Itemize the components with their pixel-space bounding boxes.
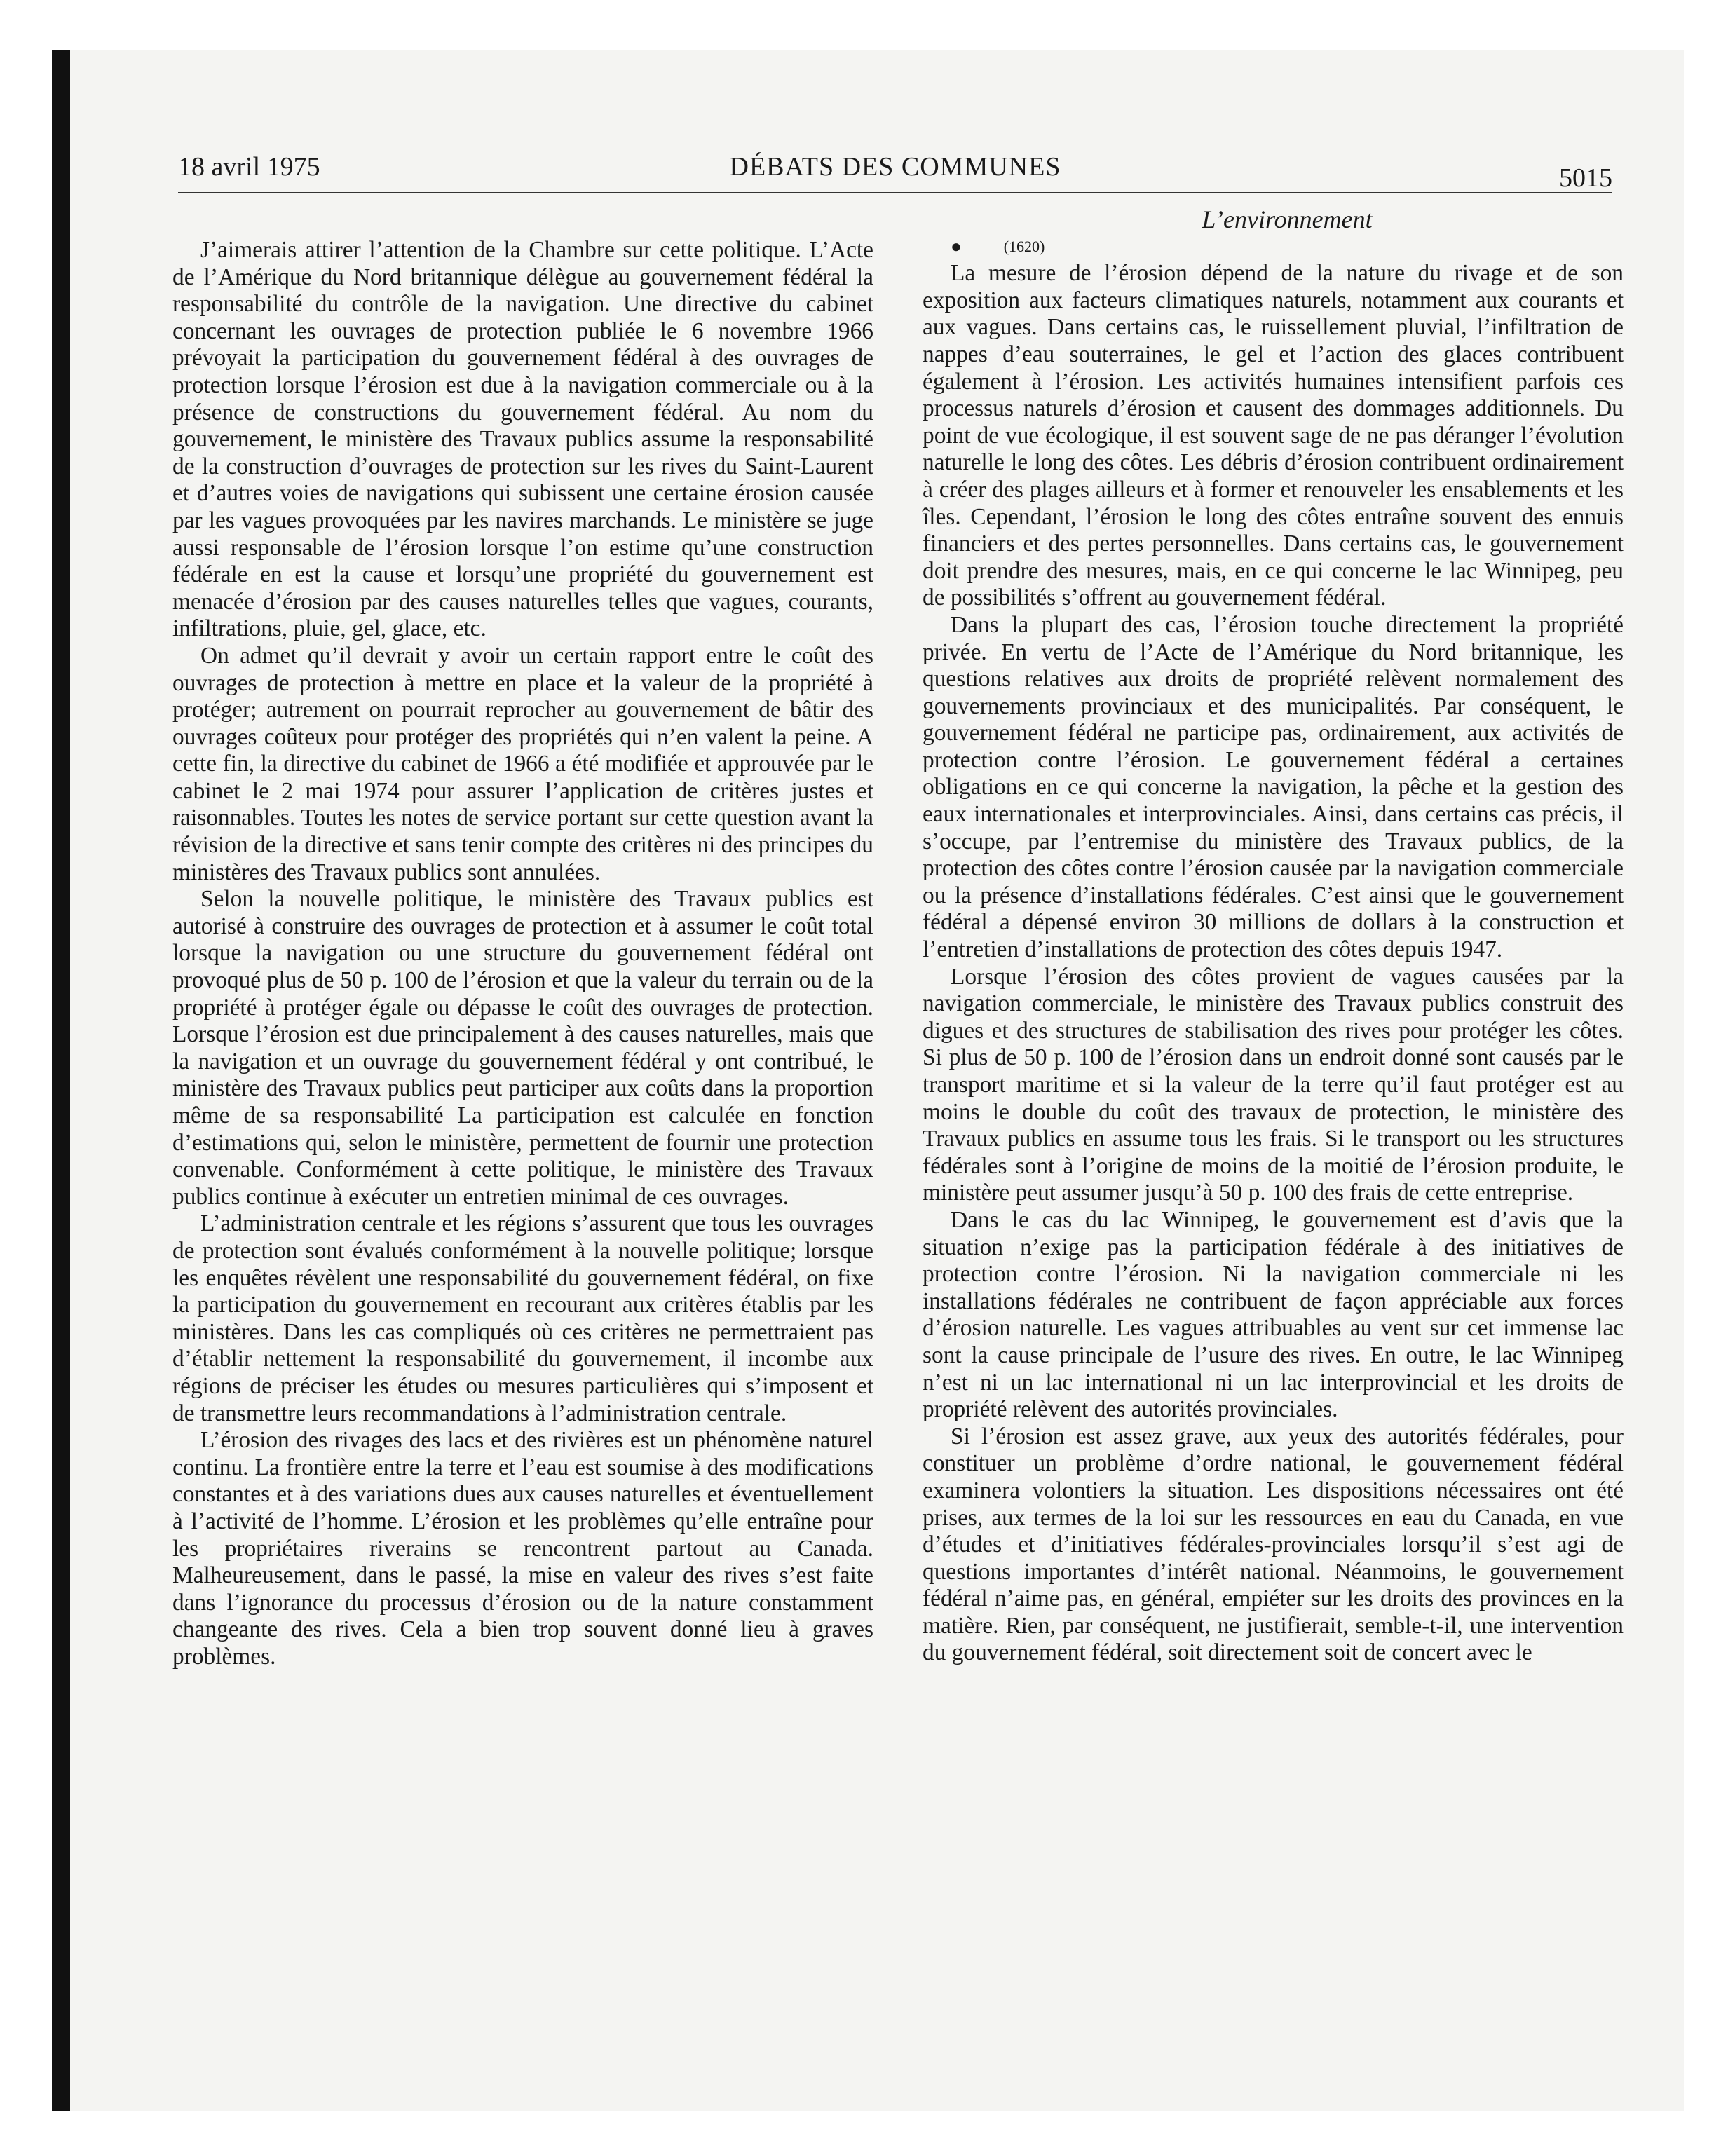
paragraph: Dans la plupart des cas, l’érosion touche directement la propriété privée. En vertu de l’Acte de l’Amérique du Nord britannique, les questions relatives aux droits de propriété relèvent normalement des gouvernements provinciaux et des municipalités. Par conséquent, le gouvernement fédéral ne participe pas, ordinairement, aux activités de protection contre l’érosion. Le gouvernement fédéral a certaines obligations en ce qui concerne la navigation, la pêche et la gestion des eaux internationales et interprovinciales. Ainsi, dans certains cas précis, il s’occupe, par l’entremise du ministère des Travaux publics, de la protection des côtes contre l’érosion causée par la navigation commerciale ou la présence d’installations fédérales. C’est ainsi que le gouvernement fédéral a dépensé environ 30 millions de dollars à la construction et l’entretien d’installations de protection des côtes depuis 1947. (923, 611, 1624, 963)
timestamp: (1620) (1003, 237, 1045, 255)
paragraph: Selon la nouvelle politique, le ministère des Travaux publics est autorisé à construire des ouvrages de protection et à assumer le coût total lorsque la navigation ou une structure du gouvernement fédéral ont provoqué plus de 50 p. 100 de l’érosion et que la valeur du terrain ou de la propriété à protéger égale ou dépasse le coût des ouvrages de protection. Lorsque l’érosion est due principalement à des causes naturelles, mais que la navigation et un ouvrage du gouvernement fédéral y ont contribué, le ministère des Travaux publics peut participer aux coûts dans la proportion même de sa responsabilité La participation est calculée en fonction d’estimations qui, selon le ministère, permettent de fournir une protection convenable. Conformément à cette politique, le ministère des Travaux publics continue à exécuter un entretien minimal de ces ouvrages. (172, 886, 873, 1210)
paragraph: Dans le cas du lac Winnipeg, le gouvernement est d’avis que la situation n’exige pas la participation fédérale à des initiatives de protection contre l’érosion. Ni la navigation commerciale ni les installations fédérales ne contribuent de façon appréciable aux forces d’érosion naturelle. Les vagues attribuables au vent sur cet immense lac sont la cause principale de l’usure des rives. En outre, le lac Winnipeg n’est ni un lac international ni un lac interprovincial et les droits de propriété relèvent des autorités provinciales. (923, 1206, 1624, 1423)
paragraph: L’érosion des rivages des lacs et des rivières est un phénomène naturel continu. La frontière entre la terre et l’eau est soumise à des modifications constantes et à des variations dues aux causes naturelles et éventuellement à l’activité de l’homme. L’érosion et les problèmes qu’elle entraîne pour les propriétaires riverains se rencontrent partout au Canada. Malheureusement, dans le passé, la mise en valeur des rives s’est faite dans l’ignorance du processus d’érosion ou de la nature constamment changeante des rives. Cela a bien trop souvent donné lieu à graves problèmes. (172, 1427, 873, 1670)
section-title: L’environnement (1202, 205, 1373, 233)
paragraph: Lorsque l’érosion des côtes provient de vagues causées par la navigation commerciale, le ministère des Travaux publics construit des digues et des structures de stabilisation des rives pour protéger les côtes. Si plus de 50 p. 100 de l’érosion dans un endroit donné sont causés par le transport maritime et si la valeur de la terre qu’il faut protéger est au moins le double du coût des travaux de protection, le ministère des Travaux publics en assume tous les frais. Si le transport ou les structures fédérales sont à l’origine de moins de la moitié de l’érosion produite, le ministère peut assumer jusqu’à 50 p. 100 des frais de cette entreprise. (923, 963, 1624, 1206)
timestamp-marker (923, 233, 1624, 261)
left-column (172, 237, 873, 1670)
header-journal-title: DÉBATS DES COMMUNES (729, 152, 1061, 182)
page-header (178, 146, 1612, 193)
header-page-number: 5015 (1559, 163, 1612, 193)
paragraph: L’administration centrale et les régions s’assurent que tous les ouvrages de protection sont évalués conformément à la nouvelle politique; lorsque les enquêtes révèlent une responsabilité du gouvernement fédéral, on fixe la participation du gouvernement en recourant aux critères établis par les ministères. Dans les cas compliqués où ces critères ne permettraient pas d’établir nettement la responsabilité du gouvernement, il incombe aux régions de préciser les études ou mesures particulières qui s’imposent et de transmettre leurs recommandations à l’administration centrale. (172, 1210, 873, 1426)
paragraph: On admet qu’il devrait y avoir un certain rapport entre le coût des ouvrages de protection à mettre en place et la valeur de la propriété à protéger; autrement on pourrait reprocher au gouvernement de bâtir des ouvrages coûteux pour protéger des propriétés qui n’en valent la peine. A cette fin, la directive du cabinet de 1966 a été modifiée et approuvée par le cabinet le 2 mai 1974 pour assurer l’application de critères justes et raisonnables. Toutes les notes de service portant sur cette question avant la révision de la directive et sans tenir compte des critères ni des principes du ministères des Travaux publics sont annulées. (172, 642, 873, 885)
paragraph: Si l’érosion est assez grave, aux yeux des autorités fédérales, pour constituer un problème d’ordre national, le gouvernement fédéral examinera volontiers la situation. Les dispositions nécessaires ont été prises, aux termes de la loi sur les ressources en eau du Canada, en vue d’études et d’initiatives fédérales-provinciales lorsqu’il s’est agi de questions importantes d’intérêt national. Néanmoins, le gouvernement fédéral n’aime pas, en général, empiéter sur les droits des provinces en la matière. Rien, par conséquent, ne justifierait, semble-t-il, une intervention du gouvernement fédéral, soit directement soit de concert avec le (923, 1423, 1624, 1666)
paragraph: La mesure de l’érosion dépend de la nature du rivage et de son exposition aux facteurs climatiques naturels, notamment aux courants et aux vagues. Dans certains cas, le ruissellement pluvial, l’infiltration de nappes d’eau souterraines, le gel et l’action des glaces contribuent également à l’érosion. Les activités humaines intensifient parfois ces processus naturels d’érosion et causent des dommages additionnels. Du point de vue écologique, il est souvent sage de ne pas déranger l’évolution naturelle le long des côtes. Les débris d’érosion contribuent ordinairement à créer des plages ailleurs et à former et renouveler les ensablements et les îles. Cependant, l’érosion le long des côtes entraîne souvent des ennuis financiers et des pertes personnelles. Dans certains cas, le gouvernement doit prendre des mesures, mais, en ce qui concerne le lac Winnipeg, peu de possibilités s’offrent au gouvernement fédéral. (923, 260, 1624, 611)
paragraph: J’aimerais attirer l’attention de la Chambre sur cette politique. L’Acte de l’Amérique du Nord britannique délègue au gouvernement fédéral la responsabilité du contrôle de la navigation. Une directive du cabinet concernant les ouvrages de protection publiée le 6 novembre 1966 prévoyait la participation du gouvernement fédéral à des ouvrages de protection lorsque l’érosion est due à la navigation commerciale ou à la présence de constructions du gouvernement fédéral. Au nom du gouvernement, le ministère des Travaux publics assume la responsabilité de la construction d’ouvrages de protection sur les rives du Saint-Laurent et d’autres voies de navigations qui subissent une certaine érosion causée par les vagues provoquées par les navires marchands. Le ministère se juge aussi responsable de l’érosion lorsque l’on estime qu’une construction fédérale en est la cause et lorsqu’une propriété du gouvernement est menacée d’érosion par des causes naturelles telles que vagues, courants, infiltrations, pluie, gel, glace, etc. (172, 237, 873, 642)
right-column (923, 206, 1624, 1667)
bullet-icon: ● (951, 236, 962, 257)
header-date: 18 avril 1975 (178, 152, 320, 182)
